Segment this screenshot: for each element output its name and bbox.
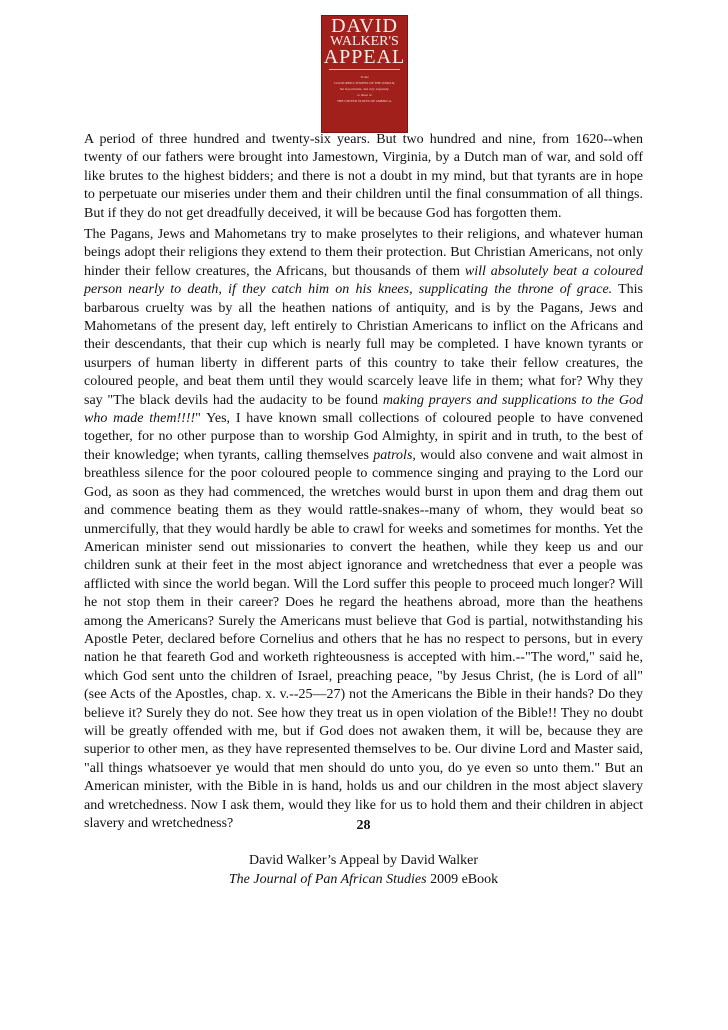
footer-line-1: David Walker’s Appeal by David Walker: [248, 853, 479, 868]
cover-subtitle-line: To the: [360, 75, 369, 79]
cover-title-line2: WALKER'S: [330, 34, 399, 49]
italic-passage: making prayers and supplications to the God who made them!!!!: [84, 392, 644, 427]
journal-title: The Journal of Pan African Studies: [228, 872, 427, 887]
body-paragraph-2: [84, 226, 643, 833]
book-cover-image: [321, 15, 408, 133]
footer-edition: 2009 eBook: [426, 872, 499, 887]
paragraph-text: The Pagans, Jews and Mahometans try to make proselytes to their religions, and whatever human beings adopt their religions they extend to them their protection. But Christian Americans, not only hinder their fellow creatures, the Africans, but thousands of them: [84, 227, 643, 279]
paragraph-text: " Yes, I have known small collections of coloured people to have convened together, for no other purpose than to worship God Almighty, in spirit and in truth, to the best of their knowledge; when tyrants, calling themselves: [84, 411, 643, 463]
italic-passage: patrols,: [373, 447, 416, 463]
paragraph-text: This barbarous cruelty was by all the heathen nations of antiquity, and is by the Pagans, Jews and Mahometans of the present day, left entirely to Christian Americans to inflict on the Africans and their descendants, that their cup which is nearly full may be completed. I have known tyrants or usurpers of human liberty in different parts of this country to take their fellow creatures, the coloured people, and beat them until they would scarcely leave life in them; what for? Why they say "The black devils had the audacity to be found: [84, 282, 643, 408]
footer-line-2: [84, 872, 643, 888]
cover-subtitle-line: COLOURED CITIZENS OF THE WORLD,: [334, 81, 395, 85]
paragraph-text: would also convene and wait almost in breathless silence for the poor coloured people to commence singing and praying to the Lord our God, as soon as they had commenced, the wretches would burst in upon them and drag them out and commence beating them as they would rattle-snakes--many of whom, they would beat so unmercifully, that they would hardly be able to crawl for weeks and sometimes for months. Yet the American minister send out missionaries to convert the heathen, while they keep us and our children sunk at their feet in the most abject ignorance and wretchedness that ever a people was afflicted with since the world began. Will the Lord suffer this people to proceed much longer? Will he not stop them in their career? Does he regard the heathens abroad, more than the heathens among the Americans? Surely the Americans must believe that God is partial, notwithstanding his Apostle Peter, declared before Cornelius and others that he has no respect to persons, but in every nation he that feareth God and worketh righteousness is accepted with him.--"The word," said he, which God sent unto the children of Israel, preaching peace, "by Jesus Christ, (he is Lord of all" (see Acts of the Apostles, chap. x. v.--25—27) not the Americans the Bible in their hands? Do they believe it? Surely they do not. See how they treat us in open violation of the Bible!! They no doubt will be greatly offended with me, but if God does not awaken them, it will be, because they are superior to other men, as they have represented themselves to be. Our divine Lord and Master said, "all things whatsoever ye would that men should do unto you, do ye even so unto them." But an American minister, with the Bible in is hand, holds us and our children in the most abject slavery and wretchedness. Now I ask them, would they like for us to hold them and their children in abject slavery and wretchedness?: [84, 447, 643, 831]
cover-divider: [329, 69, 400, 70]
cover-title-line1: DAVID: [331, 15, 398, 37]
italic-passage: will absolutely beat a coloured person nearly to death, if they catch him on his knees, supplicating the throne of grace.: [84, 263, 644, 298]
cover-subtitle-line: to those of: [357, 93, 372, 97]
cover-title-line3: APPEAL: [323, 46, 406, 68]
body-paragraph-1: A period of three hundred and twenty-six years. But two hundred and nine, from 1620--when twenty of our fathers were brought into Jamestown, Virginia, by a Dutch man of war, and sold off like brutes to the highest bidders; and there is not a doubt in my mind, but that tyrants are in hope to perpetuate our miseries under them and their children until the final consummation of all things. But if they do not get dreadfully deceived, it will be because God has forgotten them.: [84, 132, 643, 221]
cover-subtitle-line: but in particular, and very expressly,: [339, 87, 390, 91]
cover-subtitle-line: THE UNITED STATES OF AMERICA.: [336, 99, 392, 103]
page-number: 28: [356, 818, 371, 833]
